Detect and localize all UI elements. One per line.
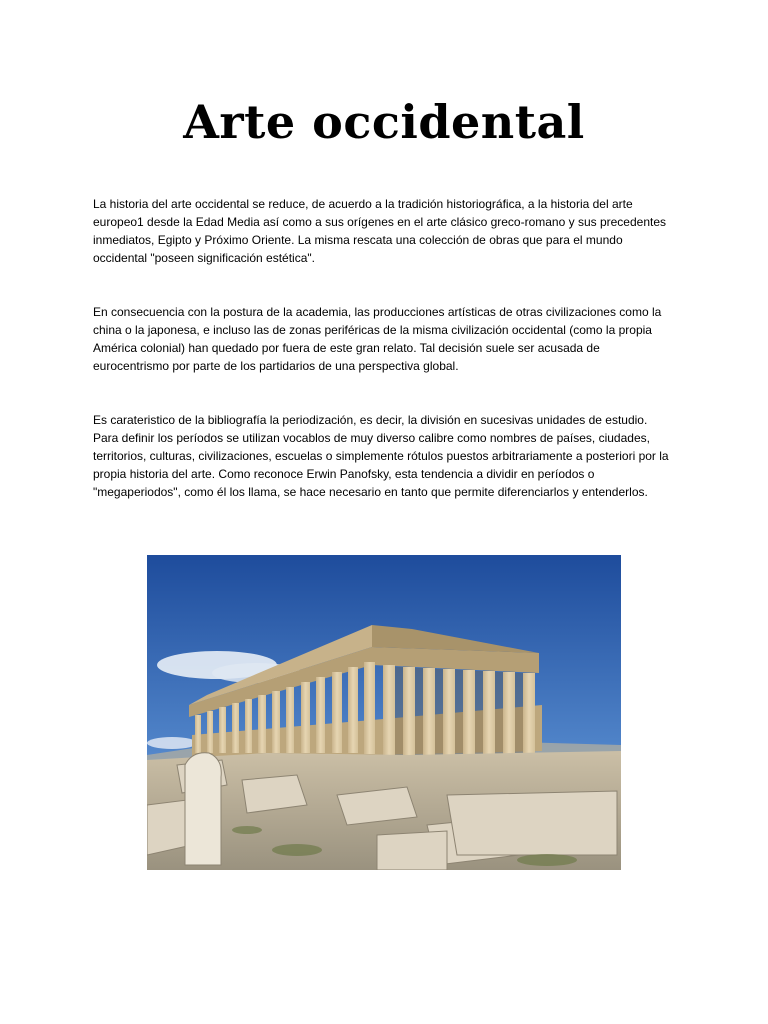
page-title: Arte occidental [183,95,585,149]
paragraph-3: Es carateristico de la bibliografía la periodización, es decir, la división en sucesivas unidades de estudio. Para definir los períodos se utilizan vocablos de muy diverso calibre como nombres de países, ciudades, territorios, culturas, civilizaciones, escuelas o simplemente rótulos puestos arbitrariamente a posteriori por la propia historia del arte. Como reconoce Erwin Panofsky, esta tendencia a dividir en períodos o "megaperiodos", como él los llama, se hace necesario en tanto que permite diferenciarlos y entenderlos. [93,413,669,499]
parthenon-photo [147,555,621,870]
paragraph-1: La historia del arte occidental se reduce, de acuerdo a la tradición historiográfica, a la historia del arte europeo1 desde la Edad Media así como a sus orígenes en el arte clásico greco-romano y sus precedentes inmediatos, Egipto y Próximo Oriente. La misma rescata una colección de obras que para el mundo occidental "poseen significación estética". [93,197,666,265]
paragraph-2: En consecuencia con la postura de la academia, las producciones artísticas de otras civilizaciones como la china o la japonesa, e incluso las de zonas periféricas de la misma civilización occidental (como la propia América colonial) han quedado por fuera de este gran relato. Tal decisión suele ser acusada de eurocentrismo por parte de los partidarios de una perspectiva global. [93,305,662,373]
